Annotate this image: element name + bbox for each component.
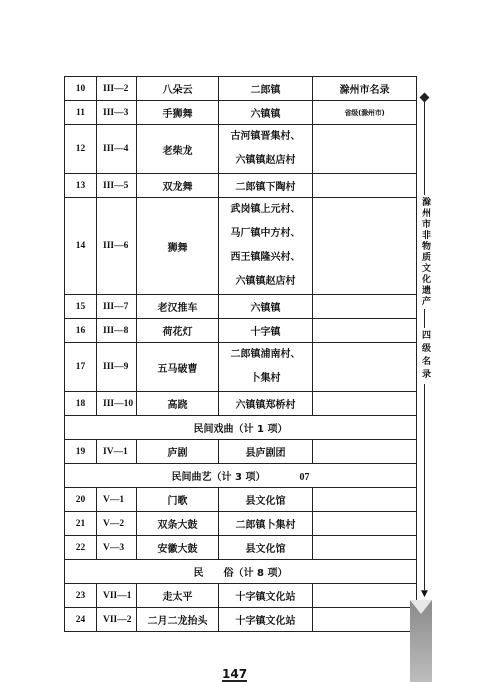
section-extra: 07 [299,472,310,483]
gray-bar-notch [410,600,432,614]
row-place [219,125,313,174]
section-row [65,560,417,584]
row-code: III—5 [97,174,137,198]
row-place: 十字镇 [219,319,313,343]
row-note [313,512,417,536]
row-place-line: 西王镇隆兴村、 [230,252,301,263]
row-name: 双龙舞 [137,174,219,198]
row-code: III—6 [97,198,137,295]
row-place-line: 武岗镇上元村、 [230,204,301,215]
table-row [65,440,417,464]
row-code: III—10 [97,392,137,416]
row-note: 省级(滁州市) [313,101,417,125]
row-name: 安徽大鼓 [137,536,219,560]
row-code: III—3 [97,101,137,125]
table-row [65,77,417,101]
row-number: 15 [65,295,97,319]
row-number: 10 [65,77,97,101]
section-title: 民间戏曲（计 1 项） [193,424,288,435]
row-number: 11 [65,101,97,125]
row-place: 六镇镇 [219,101,313,125]
row-place: 县文化馆 [219,488,313,512]
row-name: 手狮舞 [137,101,219,125]
row-number: 20 [65,488,97,512]
row-note: 滁州市名录 [313,77,417,101]
row-name: 狮舞 [137,198,219,295]
row-code: VII—2 [97,608,137,632]
table-row [65,295,417,319]
row-code: V—1 [97,488,137,512]
row-name: 八朵云 [137,77,219,101]
row-note [313,488,417,512]
row-number: 22 [65,536,97,560]
side-title: 滁州市非物质文化遗产 [420,197,430,307]
heritage-table-container [64,76,416,632]
row-number: 14 [65,198,97,295]
table-row [65,125,417,174]
section-title-cell [65,416,417,440]
table-row [65,608,417,632]
row-place [219,198,313,295]
row-place-line: 六镇镇赵店村 [235,276,296,287]
row-name: 庐剧 [137,440,219,464]
row-note [313,608,417,632]
row-note [313,584,417,608]
table-row [65,512,417,536]
row-name: 老汉推车 [137,295,219,319]
row-number: 23 [65,584,97,608]
row-name: 老柴龙 [137,125,219,174]
row-code: III—2 [97,77,137,101]
section-row [65,464,417,488]
side-subtitle: 四级名录 [420,330,430,382]
row-place: 十字镇文化站 [219,608,313,632]
row-name: 高跷 [137,392,219,416]
row-code: III—8 [97,319,137,343]
row-number: 13 [65,174,97,198]
page-number: 147 [222,667,248,681]
row-number: 21 [65,512,97,536]
row-code: III—4 [97,125,137,174]
row-place-line: 马厂镇中方村、 [230,228,301,239]
side-top-diamond [420,93,430,103]
table-row [65,584,417,608]
row-code: IV—1 [97,440,137,464]
table-row [65,319,417,343]
row-place: 六镇镇 [219,295,313,319]
row-note [313,440,417,464]
row-place [219,343,313,392]
row-note [313,536,417,560]
row-note [313,125,417,174]
row-place: 二郎镇卜集村 [219,512,313,536]
row-note [313,198,417,295]
section-title-cell [65,464,417,488]
row-name: 二月二龙抬头 [137,608,219,632]
table-row [65,198,417,295]
row-place-line: 二郎镇浦南村、 [230,349,301,360]
row-note [313,319,417,343]
page-edge-gray-bar [410,600,432,682]
table-row [65,174,417,198]
row-note [313,295,417,319]
row-place: 二郎镇下陶村 [219,174,313,198]
row-place-line: 六镇镇赵店村 [235,155,296,166]
row-number: 19 [65,440,97,464]
row-number: 16 [65,319,97,343]
table-row [65,392,417,416]
table-row [65,343,417,392]
table-row [65,101,417,125]
heritage-table-body [65,77,417,632]
row-place: 县庐剧团 [219,440,313,464]
row-place-line: 古河镇晋集村、 [230,131,301,142]
row-place: 县文化馆 [219,536,313,560]
section-title: 民 俗（计 8 项） [193,568,288,579]
row-name: 走太平 [137,584,219,608]
row-code: VII—1 [97,584,137,608]
row-number: 12 [65,125,97,174]
row-code: III—7 [97,295,137,319]
row-code: III—9 [97,343,137,392]
side-bottom-arrow-icon: ▼ [421,589,428,599]
row-code: V—2 [97,512,137,536]
heritage-list-table [64,76,417,632]
row-note [313,392,417,416]
row-place: 二郎镇 [219,77,313,101]
section-row [65,416,417,440]
row-place-line: 卜集村 [250,373,281,384]
row-note [313,343,417,392]
row-name: 荷花灯 [137,319,219,343]
section-title-cell [65,560,417,584]
row-number: 24 [65,608,97,632]
row-number: 17 [65,343,97,392]
row-note [313,174,417,198]
row-name: 门歌 [137,488,219,512]
table-row [65,488,417,512]
row-name: 双条大鼓 [137,512,219,536]
row-code: V—3 [97,536,137,560]
row-name: 五马破曹 [137,343,219,392]
row-number: 18 [65,392,97,416]
table-row [65,536,417,560]
row-place: 六镇镇郑桥村 [219,392,313,416]
section-title: 民间曲艺（计 3 项） [171,472,266,483]
row-place: 十字镇文化站 [219,584,313,608]
